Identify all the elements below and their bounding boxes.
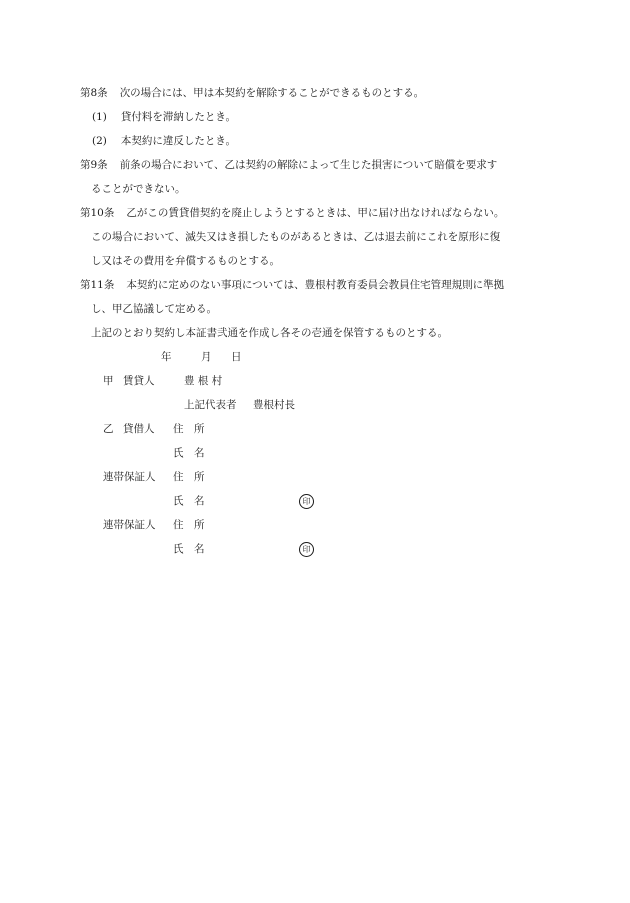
article-8-text: 次の場合には、甲は本契約を解除することができるものとする。 xyxy=(119,87,425,99)
article-9-line-2: ることができない。 xyxy=(91,183,186,195)
article-11 xyxy=(80,278,504,292)
date-year-label: 年 xyxy=(161,351,172,363)
article-10-continuation-2 xyxy=(91,254,280,268)
guarantor-2-title: 連帯保証人 xyxy=(103,519,156,531)
lessor-title: 賃貸人 xyxy=(123,375,155,387)
lessor-name: 豊 根 村 xyxy=(184,375,223,387)
lessor-representative-name: 豊根村長 xyxy=(253,399,295,411)
lessee-address-label: 住 所 xyxy=(173,423,205,435)
item-number: (1) xyxy=(92,111,107,123)
article-10-label: 第10条 xyxy=(80,207,115,219)
article-9-line-1: 前条の場合において、乙は契約の解除によって生じた損害について賠償を要求す xyxy=(119,159,498,171)
article-9-label: 第9条 xyxy=(80,159,108,171)
article-8-item-1 xyxy=(92,110,236,124)
item-number: (2) xyxy=(92,135,107,147)
article-11-line-2: し、甲乙協議して定める。 xyxy=(91,303,217,315)
article-9 xyxy=(80,158,497,172)
seal-icon: 印 xyxy=(299,494,314,509)
closing-statement xyxy=(91,326,448,340)
guarantor-2-address-label: 住 所 xyxy=(173,519,205,531)
article-8 xyxy=(80,86,424,100)
lessor-representative-label: 上記代表者 xyxy=(184,399,237,411)
article-11-line-1: 本契約に定めのない事項については、豊根村教育委員会教員住宅管理規則に準拠 xyxy=(126,279,505,291)
guarantor-1-title: 連帯保証人 xyxy=(103,471,156,483)
article-10-line-3: し又はその費用を弁償するものとする。 xyxy=(91,255,280,267)
guarantor-2-name-label: 氏 名 xyxy=(173,543,205,555)
article-8-label: 第8条 xyxy=(80,87,108,99)
date-day-label: 日 xyxy=(231,351,242,363)
article-10-line-2: この場合において、滅失又はき損したものがあるときは、乙は退去前にこれを原形に復 xyxy=(91,231,501,243)
lessee-title: 貸借人 xyxy=(123,423,155,435)
item-text: 貸付料を滞納したとき。 xyxy=(120,111,236,123)
closing-text: 上記のとおり契約し本証書弐通を作成し各その壱通を保管するものとする。 xyxy=(91,327,448,339)
date-month-label: 月 xyxy=(201,351,212,363)
guarantor-1-name-label: 氏 名 xyxy=(173,495,205,507)
lessee-role: 乙 xyxy=(103,423,114,435)
article-10-continuation-1 xyxy=(91,230,500,244)
seal-icon: 印 xyxy=(299,542,314,557)
article-11-label: 第11条 xyxy=(80,279,115,291)
guarantor-1-address-label: 住 所 xyxy=(173,471,205,483)
article-10 xyxy=(80,206,504,220)
article-10-line-1: 乙がこの賃貸借契約を廃止しようとするときは、甲に届け出なければならない。 xyxy=(126,207,505,219)
article-9-continuation xyxy=(91,182,186,196)
lessee-name-label: 氏 名 xyxy=(173,447,205,459)
item-text: 本契約に違反したとき。 xyxy=(120,135,236,147)
lessor-role: 甲 xyxy=(103,375,114,387)
article-11-continuation xyxy=(91,302,217,316)
article-8-item-2 xyxy=(92,134,236,148)
